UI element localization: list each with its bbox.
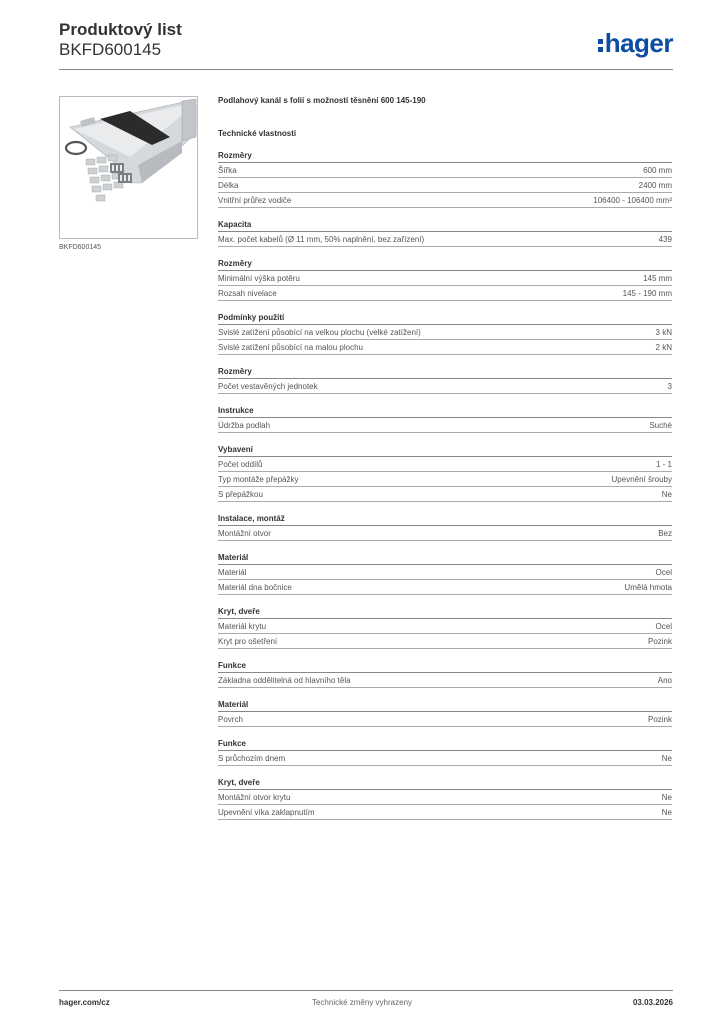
property-label: Materiál (218, 568, 247, 577)
property-label: Svislé zatížení působící na velkou plochu (velké zatížení) (218, 328, 421, 337)
property-label: Minimální výška potěru (218, 274, 300, 283)
section-title: Rozměry (218, 365, 672, 379)
property-row (218, 418, 672, 433)
property-value: Ne (661, 808, 672, 817)
property-row (218, 673, 672, 688)
product-code: BKFD600145 (59, 40, 162, 59)
section-title: Kapacita (218, 218, 672, 232)
property-row (218, 163, 672, 178)
property-row (218, 340, 672, 355)
property-section (218, 311, 672, 355)
property-row (218, 379, 672, 394)
section-title: Funkce (218, 659, 672, 673)
property-value: 106400 - 106400 mm² (593, 196, 672, 205)
property-label: Typ montáže přepážky (218, 475, 299, 484)
property-value: Pozink (647, 715, 672, 724)
section-title: Vybavení (218, 443, 672, 457)
property-row (218, 193, 672, 208)
property-row (218, 565, 672, 580)
product-name: Podlahový kanál s folií s možností těsnění 600 145-190 (218, 96, 426, 105)
property-label: Počet vestavěných jednotek (218, 382, 318, 391)
property-row (218, 805, 672, 820)
logo-text: hager (604, 28, 673, 58)
section-title: Instrukce (218, 404, 672, 418)
property-value: 600 mm (643, 166, 672, 175)
property-label: Délka (218, 181, 239, 190)
property-value: 3 kN (655, 328, 672, 337)
property-section (218, 218, 672, 247)
property-label: Údržba podlah (218, 421, 271, 430)
property-label: Montážní otvor (218, 529, 271, 538)
property-value: Bez (658, 529, 672, 538)
page-title: Produktový list (59, 20, 182, 39)
property-row (218, 487, 672, 502)
property-section (218, 776, 672, 820)
property-value: Ne (661, 754, 672, 763)
property-section (218, 404, 672, 433)
property-label: Kryt pro ošetření (218, 637, 278, 646)
property-row (218, 712, 672, 727)
property-value: 1 - 1 (655, 460, 672, 469)
footer-website: hager.com/cz (59, 998, 110, 1007)
property-value: Ocel (655, 622, 672, 631)
property-row (218, 271, 672, 286)
property-value: Ocel (655, 568, 672, 577)
property-value: Pozink (647, 637, 672, 646)
technical-properties-title: Technické vlastnosti (218, 129, 297, 138)
product-image (59, 96, 198, 239)
property-label: Max. počet kabelů (Ø 11 mm, 50% naplnění, bez zařízení) (218, 235, 425, 244)
property-label: Montážní otvor krytu (218, 793, 291, 802)
property-value: Suché (649, 421, 672, 430)
property-row (218, 580, 672, 595)
section-title: Materiál (218, 698, 672, 712)
property-label: Vnitřní průřez vodiče (218, 196, 292, 205)
property-label: Základna oddělitelná od hlavního těla (218, 676, 351, 685)
section-title: Podmínky použití (218, 311, 672, 325)
property-row (218, 790, 672, 805)
property-row (218, 619, 672, 634)
section-title: Instalace, montáž (218, 512, 672, 526)
property-value: 145 - 190 mm (622, 289, 672, 298)
property-section (218, 551, 672, 595)
property-section (218, 149, 672, 208)
property-value: 2 kN (655, 343, 672, 352)
property-section (218, 443, 672, 502)
header-divider (59, 69, 673, 70)
property-label: Rozsah nivelace (218, 289, 277, 298)
property-value: 2400 mm (638, 181, 672, 190)
property-label: Materiál dna bočnice (218, 583, 292, 592)
property-value: 3 (667, 382, 672, 391)
logo-dots-icon (598, 36, 604, 55)
image-caption: BKFD600145 (59, 244, 102, 251)
property-value: Ne (661, 490, 672, 499)
property-section (218, 698, 672, 727)
property-row (218, 232, 672, 247)
section-title: Kryt, dveře (218, 776, 672, 790)
properties-list (218, 149, 672, 820)
property-label: Počet oddílů (218, 460, 263, 469)
property-section (218, 605, 672, 649)
property-label: Povrch (218, 715, 243, 724)
property-row (218, 526, 672, 541)
property-section (218, 257, 672, 301)
property-value: 145 mm (643, 274, 672, 283)
property-label: Materiál krytu (218, 622, 267, 631)
property-row (218, 457, 672, 472)
property-label: Šířka (218, 166, 237, 175)
section-title: Rozměry (218, 257, 672, 271)
property-value: Upevnění šrouby (611, 475, 672, 484)
section-title: Materiál (218, 551, 672, 565)
property-row (218, 178, 672, 193)
footer-divider (59, 990, 673, 991)
property-label: S průchozím dnem (218, 754, 286, 763)
property-value: Umělá hmota (624, 583, 672, 592)
property-section (218, 737, 672, 766)
property-row (218, 325, 672, 340)
property-row (218, 634, 672, 649)
property-label: S přepážkou (218, 490, 263, 499)
section-title: Rozměry (218, 149, 672, 163)
property-label: Upevnění víka zaklapnutím (218, 808, 315, 817)
product-details (218, 95, 672, 820)
property-label: Svislé zatížení působící na malou plochu (218, 343, 363, 352)
property-value: 439 (658, 235, 672, 244)
hager-logo (598, 29, 673, 57)
property-value: Ne (661, 793, 672, 802)
property-value: Ano (657, 676, 672, 685)
property-row (218, 472, 672, 487)
footer-date: 03.03.2026 (632, 998, 673, 1007)
footer-note: Technické změny vyhrazeny (311, 998, 413, 1007)
property-row (218, 751, 672, 766)
section-title: Kryt, dveře (218, 605, 672, 619)
floor-duct-illustration (60, 97, 197, 238)
property-section (218, 365, 672, 394)
property-section (218, 512, 672, 541)
property-section (218, 659, 672, 688)
section-title: Funkce (218, 737, 672, 751)
property-row (218, 286, 672, 301)
